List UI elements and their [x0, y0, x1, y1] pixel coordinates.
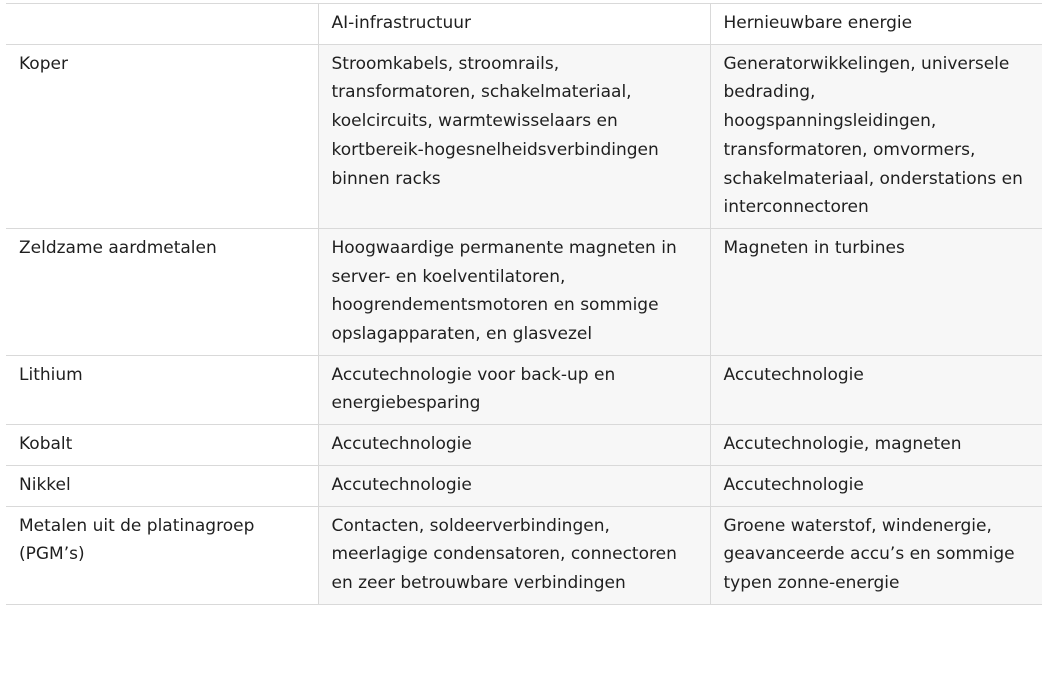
table-row [6, 228, 1042, 355]
ai-use-cell: Hoogwaardige permanente magneten in server- en koelventilatoren, hoogrendementsmotoren en sommige opslagapparaten, en glasvezel [318, 228, 710, 355]
header-renewable-energy: Hernieuwbare energie [710, 4, 1042, 45]
renewable-use-cell: Accutechnologie [710, 355, 1042, 424]
table-row [6, 465, 1042, 506]
row-label: Zeldzame aardmetalen [6, 228, 318, 355]
row-label: Kobalt [6, 425, 318, 466]
renewable-use-cell: Accutechnologie [710, 465, 1042, 506]
row-label: Lithium [6, 355, 318, 424]
header-ai-infrastructure: AI-infrastructuur [318, 4, 710, 45]
ai-use-cell: Accutechnologie [318, 465, 710, 506]
renewable-use-cell: Groene waterstof, windenergie, geavanceerde accu’s en sommige typen zonne-energie [710, 506, 1042, 604]
ai-use-cell: Contacten, soldeerverbindingen, meerlagige condensatoren, connectoren en zeer betrouwbare verbindingen [318, 506, 710, 604]
table-row [6, 355, 1042, 424]
renewable-use-cell: Generatorwikkelingen, universele bedrading, hoogspanningsleidingen, transformatoren, omvormers, schakelmateriaal, onderstations en interconnectoren [710, 44, 1042, 228]
header-empty-cell [6, 4, 318, 45]
renewable-use-cell: Accutechnologie, magneten [710, 425, 1042, 466]
table-row [6, 44, 1042, 228]
renewable-use-cell: Magneten in turbines [710, 228, 1042, 355]
ai-use-cell: Accutechnologie voor back-up en energiebesparing [318, 355, 710, 424]
row-label: Metalen uit de platinagroep (PGM’s) [6, 506, 318, 604]
row-label: Koper [6, 44, 318, 228]
row-label: Nikkel [6, 465, 318, 506]
ai-use-cell: Stroomkabels, stroomrails, transformatoren, schakelmateriaal, koelcircuits, warmtewisselaars en kortbereik-hogesnelheidsverbindingen binnen racks [318, 44, 710, 228]
table-row [6, 425, 1042, 466]
table-header-row [6, 4, 1042, 45]
ai-use-cell: Accutechnologie [318, 425, 710, 466]
table-row [6, 506, 1042, 604]
minerals-use-table [6, 3, 1042, 605]
